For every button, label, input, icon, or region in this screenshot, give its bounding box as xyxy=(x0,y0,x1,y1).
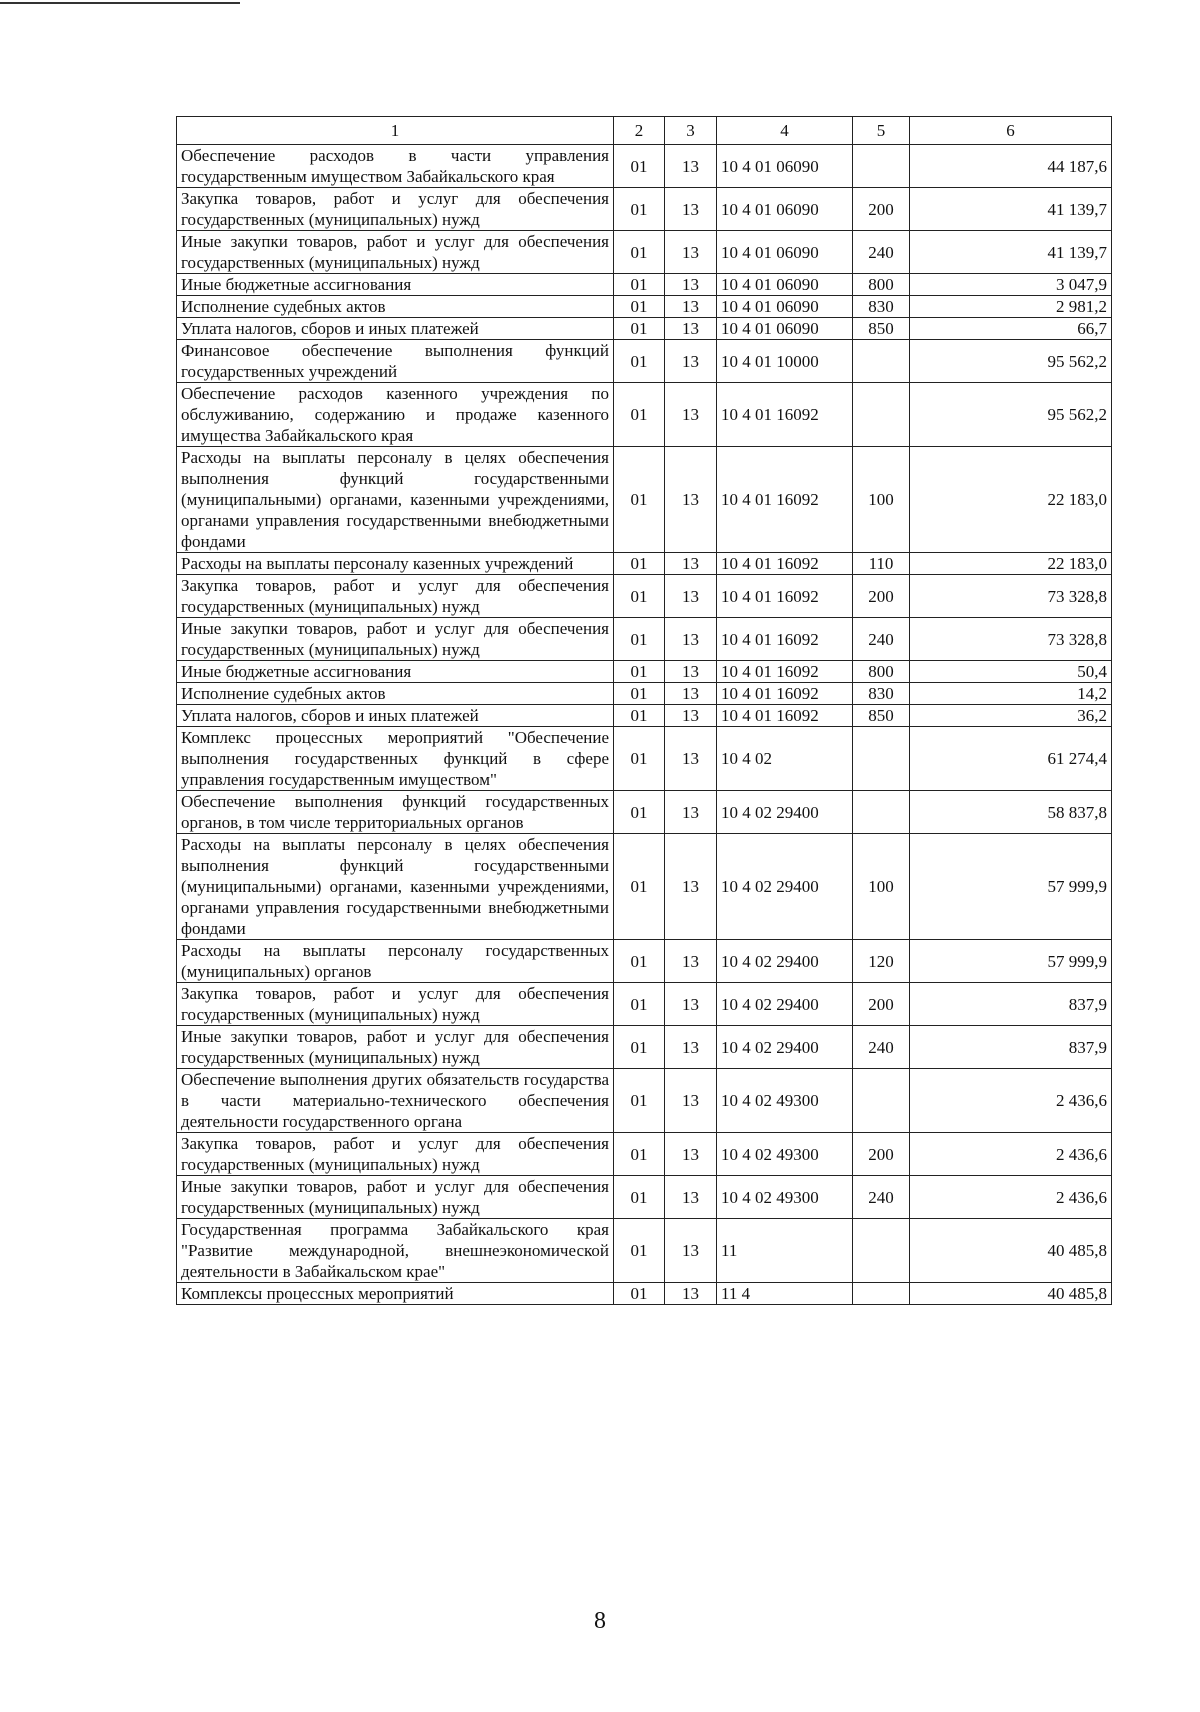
row-section: 01 xyxy=(614,1219,665,1283)
row-name: Государственная программа Забайкальского края "Развитие международной, внешнеэкономической деятельности в Забайкальском крае" xyxy=(177,1219,614,1283)
row-name: Иные закупки товаров, работ и услуг для обеспечения государственных (муниципальных) нужд xyxy=(177,1176,614,1219)
row-target-article: 10 4 02 29400 xyxy=(717,1026,853,1069)
row-subsection: 13 xyxy=(665,575,717,618)
row-amount: 14,2 xyxy=(910,683,1112,705)
row-subsection: 13 xyxy=(665,553,717,575)
row-expense-type: 830 xyxy=(853,683,910,705)
table-row xyxy=(177,1133,1112,1176)
header-col-1: 1 xyxy=(177,117,614,145)
row-section: 01 xyxy=(614,274,665,296)
row-subsection: 13 xyxy=(665,791,717,834)
row-name: Расходы на выплаты персоналу в целях обеспечения выполнения функций государственными (муниципальными) органами, казенными учреждениями, органами управления государственными внебюджетными фондами xyxy=(177,447,614,553)
row-amount: 95 562,2 xyxy=(910,383,1112,447)
row-name: Иные бюджетные ассигнования xyxy=(177,274,614,296)
row-name: Финансовое обеспечение выполнения функций государственных учреждений xyxy=(177,340,614,383)
table-row xyxy=(177,145,1112,188)
row-amount: 58 837,8 xyxy=(910,791,1112,834)
row-section: 01 xyxy=(614,575,665,618)
table-row xyxy=(177,383,1112,447)
row-amount: 2 436,6 xyxy=(910,1069,1112,1133)
row-subsection: 13 xyxy=(665,727,717,791)
row-expense-type: 240 xyxy=(853,1176,910,1219)
row-subsection: 13 xyxy=(665,145,717,188)
table-row xyxy=(177,274,1112,296)
row-section: 01 xyxy=(614,983,665,1026)
row-target-article: 11 xyxy=(717,1219,853,1283)
table-row xyxy=(177,661,1112,683)
row-expense-type xyxy=(853,340,910,383)
row-section: 01 xyxy=(614,727,665,791)
row-expense-type: 240 xyxy=(853,231,910,274)
row-amount: 2 436,6 xyxy=(910,1176,1112,1219)
row-section: 01 xyxy=(614,296,665,318)
row-amount: 40 485,8 xyxy=(910,1283,1112,1305)
row-name: Обеспечение расходов в части управления государственным имуществом Забайкальского края xyxy=(177,145,614,188)
row-expense-type: 200 xyxy=(853,983,910,1026)
row-expense-type: 200 xyxy=(853,188,910,231)
row-section: 01 xyxy=(614,834,665,940)
page-number: 8 xyxy=(594,1608,606,1634)
table-row xyxy=(177,447,1112,553)
row-section: 01 xyxy=(614,683,665,705)
row-subsection: 13 xyxy=(665,983,717,1026)
table-row xyxy=(177,940,1112,983)
row-section: 01 xyxy=(614,940,665,983)
row-subsection: 13 xyxy=(665,1283,717,1305)
table-row xyxy=(177,1176,1112,1219)
header-col-4: 4 xyxy=(717,117,853,145)
row-target-article: 10 4 01 06090 xyxy=(717,318,853,340)
row-name: Обеспечение расходов казенного учреждения по обслуживанию, содержанию и продаже казенного имущества Забайкальского края xyxy=(177,383,614,447)
row-section: 01 xyxy=(614,618,665,661)
row-subsection: 13 xyxy=(665,683,717,705)
row-section: 01 xyxy=(614,447,665,553)
row-name: Закупка товаров, работ и услуг для обеспечения государственных (муниципальных) нужд xyxy=(177,983,614,1026)
row-subsection: 13 xyxy=(665,940,717,983)
row-amount: 41 139,7 xyxy=(910,188,1112,231)
row-subsection: 13 xyxy=(665,296,717,318)
row-target-article: 10 4 01 06090 xyxy=(717,188,853,231)
table-row xyxy=(177,340,1112,383)
table-row xyxy=(177,1026,1112,1069)
row-target-article: 10 4 01 06090 xyxy=(717,296,853,318)
row-target-article: 10 4 02 49300 xyxy=(717,1069,853,1133)
table-header-row xyxy=(177,117,1112,145)
row-expense-type xyxy=(853,1283,910,1305)
row-target-article: 10 4 02 xyxy=(717,727,853,791)
header-col-5: 5 xyxy=(853,117,910,145)
row-amount: 57 999,9 xyxy=(910,834,1112,940)
row-expense-type xyxy=(853,145,910,188)
row-subsection: 13 xyxy=(665,231,717,274)
row-subsection: 13 xyxy=(665,1219,717,1283)
budget-table xyxy=(176,116,1112,1305)
row-section: 01 xyxy=(614,145,665,188)
row-subsection: 13 xyxy=(665,834,717,940)
row-expense-type: 100 xyxy=(853,834,910,940)
row-subsection: 13 xyxy=(665,318,717,340)
row-section: 01 xyxy=(614,1026,665,1069)
row-amount: 36,2 xyxy=(910,705,1112,727)
row-amount: 61 274,4 xyxy=(910,727,1112,791)
row-section: 01 xyxy=(614,791,665,834)
row-amount: 73 328,8 xyxy=(910,618,1112,661)
row-amount: 40 485,8 xyxy=(910,1219,1112,1283)
row-subsection: 13 xyxy=(665,1133,717,1176)
header-col-6: 6 xyxy=(910,117,1112,145)
row-subsection: 13 xyxy=(665,705,717,727)
row-subsection: 13 xyxy=(665,383,717,447)
table-row xyxy=(177,618,1112,661)
row-subsection: 13 xyxy=(665,188,717,231)
table-row xyxy=(177,983,1112,1026)
row-target-article: 10 4 01 16092 xyxy=(717,683,853,705)
row-name: Иные закупки товаров, работ и услуг для обеспечения государственных (муниципальных) нужд xyxy=(177,1026,614,1069)
row-expense-type: 240 xyxy=(853,1026,910,1069)
row-target-article: 10 4 02 29400 xyxy=(717,791,853,834)
table-row xyxy=(177,705,1112,727)
row-target-article: 10 4 01 16092 xyxy=(717,575,853,618)
row-name: Уплата налогов, сборов и иных платежей xyxy=(177,318,614,340)
header-col-2: 2 xyxy=(614,117,665,145)
row-section: 01 xyxy=(614,188,665,231)
row-subsection: 13 xyxy=(665,1176,717,1219)
row-subsection: 13 xyxy=(665,618,717,661)
row-subsection: 13 xyxy=(665,340,717,383)
row-amount: 95 562,2 xyxy=(910,340,1112,383)
row-subsection: 13 xyxy=(665,274,717,296)
row-section: 01 xyxy=(614,318,665,340)
row-amount: 50,4 xyxy=(910,661,1112,683)
row-section: 01 xyxy=(614,231,665,274)
row-section: 01 xyxy=(614,661,665,683)
row-name: Расходы на выплаты персоналу государственных (муниципальных) органов xyxy=(177,940,614,983)
row-expense-type xyxy=(853,727,910,791)
row-target-article: 10 4 01 06090 xyxy=(717,145,853,188)
row-name: Расходы на выплаты персоналу казенных учреждений xyxy=(177,553,614,575)
row-name: Иные бюджетные ассигнования xyxy=(177,661,614,683)
row-amount: 73 328,8 xyxy=(910,575,1112,618)
table-row xyxy=(177,1283,1112,1305)
table-row xyxy=(177,791,1112,834)
table-row xyxy=(177,575,1112,618)
row-expense-type: 100 xyxy=(853,447,910,553)
row-section: 01 xyxy=(614,1133,665,1176)
row-target-article: 10 4 01 16092 xyxy=(717,553,853,575)
row-section: 01 xyxy=(614,340,665,383)
row-amount: 837,9 xyxy=(910,1026,1112,1069)
row-section: 01 xyxy=(614,1176,665,1219)
row-name: Закупка товаров, работ и услуг для обеспечения государственных (муниципальных) нужд xyxy=(177,575,614,618)
row-name: Иные закупки товаров, работ и услуг для обеспечения государственных (муниципальных) нужд xyxy=(177,231,614,274)
row-expense-type xyxy=(853,791,910,834)
row-expense-type: 800 xyxy=(853,274,910,296)
row-section: 01 xyxy=(614,1283,665,1305)
table-row xyxy=(177,188,1112,231)
table-row xyxy=(177,231,1112,274)
row-name: Уплата налогов, сборов и иных платежей xyxy=(177,705,614,727)
row-section: 01 xyxy=(614,1069,665,1133)
row-expense-type xyxy=(853,1219,910,1283)
scan-edge-line xyxy=(0,2,240,4)
row-name: Обеспечение выполнения функций государственных органов, в том числе территориальных органов xyxy=(177,791,614,834)
row-target-article: 10 4 02 29400 xyxy=(717,940,853,983)
row-expense-type: 800 xyxy=(853,661,910,683)
table-row xyxy=(177,683,1112,705)
row-name: Закупка товаров, работ и услуг для обеспечения государственных (муниципальных) нужд xyxy=(177,1133,614,1176)
row-target-article: 10 4 01 10000 xyxy=(717,340,853,383)
row-target-article: 10 4 01 06090 xyxy=(717,231,853,274)
row-subsection: 13 xyxy=(665,1069,717,1133)
row-target-article: 10 4 01 16092 xyxy=(717,661,853,683)
row-name: Иные закупки товаров, работ и услуг для обеспечения государственных (муниципальных) нужд xyxy=(177,618,614,661)
row-expense-type: 200 xyxy=(853,575,910,618)
row-amount: 57 999,9 xyxy=(910,940,1112,983)
row-amount: 22 183,0 xyxy=(910,553,1112,575)
row-name: Исполнение судебных актов xyxy=(177,683,614,705)
row-target-article: 10 4 01 16092 xyxy=(717,705,853,727)
row-subsection: 13 xyxy=(665,661,717,683)
table-row xyxy=(177,1069,1112,1133)
row-amount: 44 187,6 xyxy=(910,145,1112,188)
row-expense-type: 200 xyxy=(853,1133,910,1176)
row-expense-type: 240 xyxy=(853,618,910,661)
row-amount: 41 139,7 xyxy=(910,231,1112,274)
row-expense-type xyxy=(853,383,910,447)
row-name: Комплексы процессных мероприятий xyxy=(177,1283,614,1305)
row-target-article: 10 4 01 16092 xyxy=(717,383,853,447)
table-row xyxy=(177,318,1112,340)
row-amount: 2 981,2 xyxy=(910,296,1112,318)
row-expense-type: 850 xyxy=(853,318,910,340)
row-name: Комплекс процессных мероприятий "Обеспечение выполнения государственных функций в сфере управления государственным имуществом" xyxy=(177,727,614,791)
row-target-article: 11 4 xyxy=(717,1283,853,1305)
row-section: 01 xyxy=(614,553,665,575)
row-target-article: 10 4 02 49300 xyxy=(717,1176,853,1219)
row-subsection: 13 xyxy=(665,447,717,553)
row-amount: 66,7 xyxy=(910,318,1112,340)
row-amount: 3 047,9 xyxy=(910,274,1112,296)
row-amount: 22 183,0 xyxy=(910,447,1112,553)
table-row xyxy=(177,553,1112,575)
row-expense-type: 110 xyxy=(853,553,910,575)
row-expense-type: 830 xyxy=(853,296,910,318)
row-section: 01 xyxy=(614,383,665,447)
row-target-article: 10 4 02 29400 xyxy=(717,834,853,940)
row-target-article: 10 4 01 16092 xyxy=(717,618,853,661)
row-target-article: 10 4 02 49300 xyxy=(717,1133,853,1176)
row-subsection: 13 xyxy=(665,1026,717,1069)
row-name: Закупка товаров, работ и услуг для обеспечения государственных (муниципальных) нужд xyxy=(177,188,614,231)
header-col-3: 3 xyxy=(665,117,717,145)
table-row xyxy=(177,296,1112,318)
row-target-article: 10 4 01 16092 xyxy=(717,447,853,553)
row-section: 01 xyxy=(614,705,665,727)
row-amount: 2 436,6 xyxy=(910,1133,1112,1176)
row-name: Исполнение судебных актов xyxy=(177,296,614,318)
table-row xyxy=(177,834,1112,940)
row-target-article: 10 4 01 06090 xyxy=(717,274,853,296)
row-amount: 837,9 xyxy=(910,983,1112,1026)
row-target-article: 10 4 02 29400 xyxy=(717,983,853,1026)
table-row xyxy=(177,1219,1112,1283)
row-expense-type: 850 xyxy=(853,705,910,727)
table-row xyxy=(177,727,1112,791)
row-expense-type xyxy=(853,1069,910,1133)
row-name: Обеспечение выполнения других обязательств государства в части материально-технического обеспечения деятельности государственного органа xyxy=(177,1069,614,1133)
row-expense-type: 120 xyxy=(853,940,910,983)
row-name: Расходы на выплаты персоналу в целях обеспечения выполнения функций государственными (муниципальными) органами, казенными учреждениями, органами управления государственными внебюджетными фондами xyxy=(177,834,614,940)
